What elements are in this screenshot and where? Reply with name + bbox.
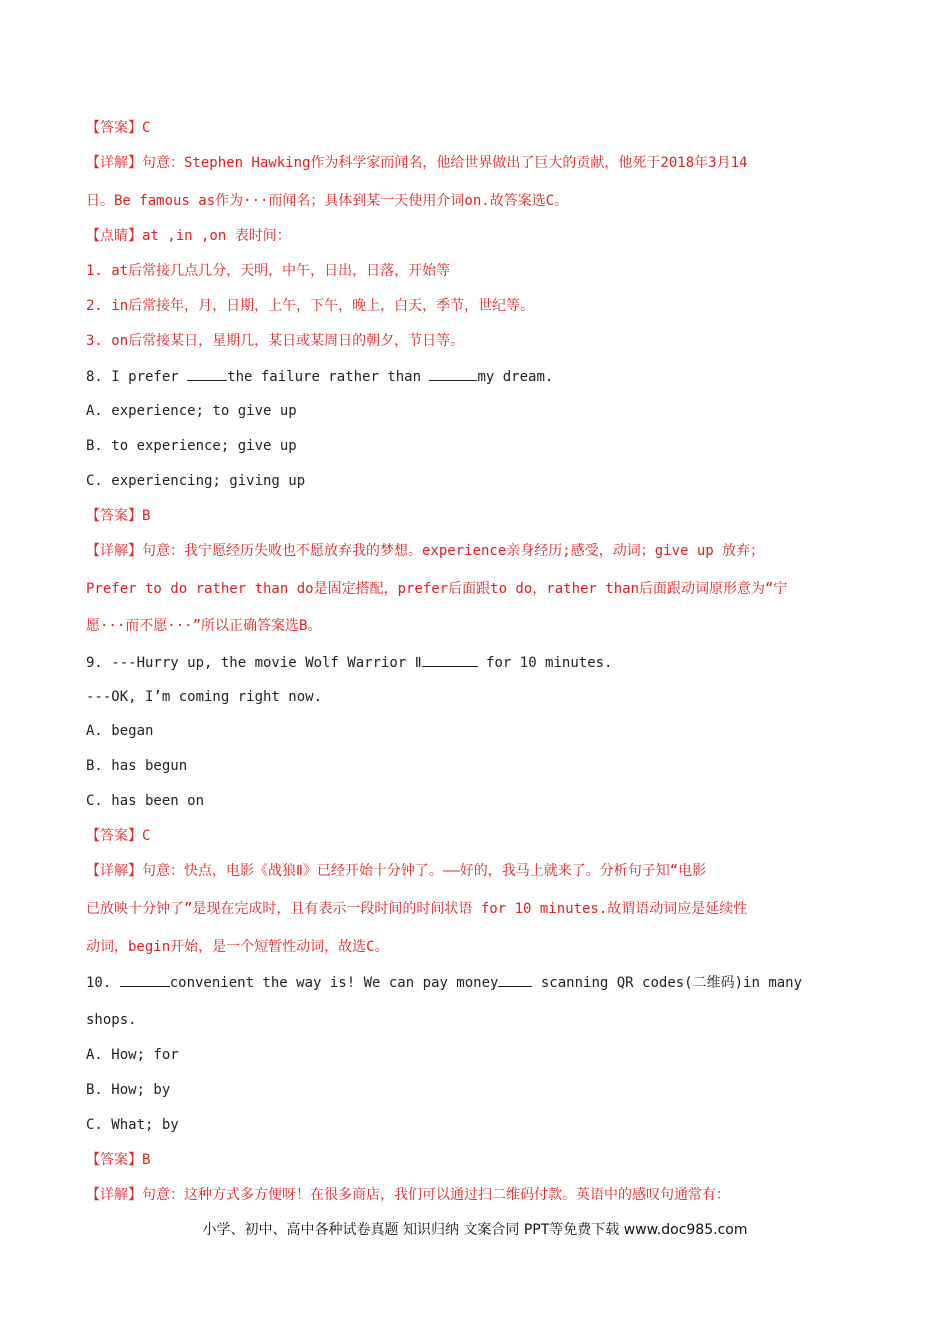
q10-stem-part-1: 10. (86, 975, 120, 991)
q8-blank-1 (187, 366, 227, 381)
q10-answer: 【答案】B (86, 1152, 151, 1168)
q10-stem-part-2: convenient the way is! We can pay money (169, 975, 499, 991)
q8-stem (86, 366, 553, 387)
q8-detail-line-2: Prefer to do rather than do是固定搭配，prefer后面跟to do，rather than后面跟动词原形意为“宁 (86, 581, 788, 597)
q7-detail-line-1: 【详解】句意：Stephen Hawking作为科学家而闻名，他给世界做出了巨大的贡献，他死于2018年3月14 (86, 155, 748, 171)
q10-stem-part-3: scanning QR codes(二维码)in many (532, 975, 803, 991)
q8-option-c: C. experiencing; giving up (86, 473, 306, 489)
q10-blank-2 (498, 972, 532, 987)
q7-tip-3: 3. on后常接某日，星期几，某日或某周日的朝夕，节日等。 (86, 333, 465, 349)
q7-answer: 【答案】C (86, 120, 151, 136)
q9-answer: 【答案】C (86, 828, 151, 844)
q9-stem (86, 652, 612, 673)
q9-stem-part-1: 9. ---Hurry up, the movie Wolf Warrior Ⅱ (86, 655, 422, 671)
q9-stem-reply: ---OK, I’m coming right now. (86, 689, 323, 705)
q7-detail-line-2: 日。Be famous as作为···而闻名；具体到某一天使用介词on.故答案选C。 (86, 193, 569, 209)
q8-option-a: A. experience; to give up (86, 403, 297, 419)
q9-option-a: A. began (86, 723, 154, 739)
q10-option-b: B. How; by (86, 1082, 171, 1098)
q10-option-a: A. How; for (86, 1047, 179, 1063)
q9-stem-part-2: for 10 minutes. (477, 655, 613, 671)
q10-option-c: C. What; by (86, 1117, 179, 1133)
q10-detail-line-1: 【详解】句意：这种方式多方便呀！在很多商店，我们可以通过扫二维码付款。英语中的感叹句通常有： (86, 1187, 730, 1203)
q9-option-b: B. has begun (86, 758, 188, 774)
q8-stem-part-2: the failure rather than (227, 369, 430, 385)
q8-stem-part-1: 8. I prefer (86, 369, 188, 385)
q9-option-c: C. has been on (86, 793, 205, 809)
q8-detail-line-1: 【详解】句意：我宁愿经历失败也不愿放弃我的梦想。experience亲身经历;感受，动词；give up 放弃； (86, 543, 765, 559)
q9-blank (422, 652, 478, 667)
q9-detail-line-2: 已放映十分钟了”是现在完成时，且有表示一段时间的时间状语 for 10 minutes.故谓语动词应是延续性 (86, 901, 748, 917)
q10-stem (86, 972, 802, 993)
q9-detail-line-1: 【详解】句意：快点，电影《战狼Ⅱ》已经开始十分钟了。——好的，我马上就来了。分析句子知“电影 (86, 863, 707, 879)
page-footer: 小学、初中、高中各种试卷真题 知识归纳 文案合同 PPT等免费下载 www.doc985.com (202, 1222, 748, 1238)
q8-option-b: B. to experience; give up (86, 438, 297, 454)
q9-detail-line-3: 动词，begin开始，是一个短暂性动词，故选C。 (86, 939, 389, 955)
q10-blank-1 (120, 972, 170, 987)
q10-stem-continued: shops. (86, 1012, 137, 1028)
q8-blank-2 (429, 366, 477, 381)
q8-stem-part-3: my dream. (477, 369, 554, 385)
q8-answer: 【答案】B (86, 508, 151, 524)
q7-tip-1: 1. at后常接几点几分，天明，中午，日出，日落，开始等 (86, 263, 451, 279)
q7-tip-heading: 【点睛】at ,in ,on 表时间： (86, 228, 291, 244)
q7-tip-2: 2. in后常接年，月，日期，上午，下午，晚上，白天，季节，世纪等。 (86, 298, 535, 314)
q8-detail-line-3: 愿···而不愿···”所以正确答案选B。 (86, 618, 322, 634)
